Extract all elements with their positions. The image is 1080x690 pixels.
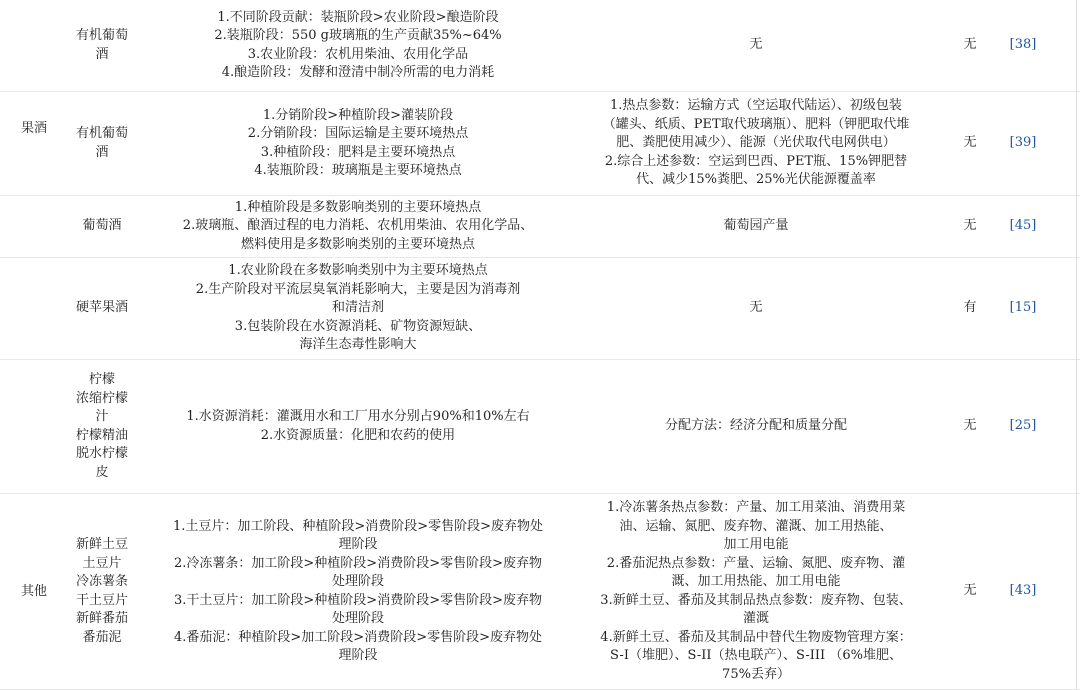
parameter-cell-text: 分配方法：经济分配和质量分配 (664, 418, 847, 434)
reference-cell[interactable] (1000, 196, 1046, 257)
hotspot-cell (146, 0, 570, 91)
category-cell (6, 494, 62, 690)
parameter-cell (574, 196, 938, 257)
flag-cell-text: 有 (963, 300, 977, 316)
reference-cell[interactable] (1000, 0, 1046, 91)
hotspot-cell (146, 92, 570, 195)
table-row (0, 360, 1080, 494)
flag-cell (944, 258, 996, 359)
flag-cell (944, 494, 996, 689)
hotspot-cell (146, 258, 570, 359)
flag-cell-text: 无 (963, 135, 977, 151)
product-cell-text: 有机葡萄 酒 (75, 126, 128, 160)
flag-cell (944, 360, 996, 493)
reference-link[interactable]: [25] (1009, 418, 1037, 434)
parameter-cell-text: 无 (749, 37, 763, 53)
flag-cell (944, 92, 996, 195)
category-cell (6, 0, 62, 258)
table-row (0, 258, 1080, 360)
parameter-cell (574, 0, 938, 91)
product-cell (62, 196, 142, 257)
product-cell-text: 柠檬 浓缩柠檬 汁 柠檬精油 脱水柠檬 皮 (75, 372, 128, 480)
reference-link[interactable]: [39] (1009, 135, 1037, 151)
flag-cell (944, 196, 996, 257)
flag-cell-text: 无 (963, 218, 977, 234)
parameter-cell-text: 葡萄园产量 (723, 218, 789, 234)
product-cell (62, 92, 142, 195)
parameter-cell (574, 360, 938, 493)
hotspot-cell-text: 1.农业阶段在多数影响类别中为主要环境热点 2.生产阶段对平流层臭氧消耗影响大，主要是因为消毒剂 和清洁剂 3.包装阶段在水资源消耗、矿物资源短缺、 海洋生态毒性影响大 (195, 263, 521, 353)
table-row (0, 0, 1080, 92)
flag-cell-text: 无 (963, 418, 977, 434)
product-cell (62, 258, 142, 359)
parameter-cell-text: 1.冷冻薯条热点参数：产量、加工用菜油、消费用菜 油、运输、氮肥、废弃物、灌溉、加工用热能、 加工用电能 2.番茄泥热点参数：产量、运输、氮肥、废弃物、灌 溉、加工用热能、加工用电能 3.新鲜土豆、番茄及其制品热点参数：废弃物、包装、 灌溉 4.新鲜土豆、番茄及其制品中替代生物废物管理方案： S-I（堆肥）、S-II（热电联产）、S-III （6%堆肥、 75%丢弃） (600, 500, 912, 682)
reference-cell[interactable] (1000, 360, 1046, 493)
hotspot-cell-text: 1.水资源消耗：灌溉用水和工厂用水分别占90%和10%左右 2.水资源质量：化肥和农药的使用 (186, 409, 530, 443)
product-cell (62, 0, 142, 91)
parameter-cell (574, 494, 938, 689)
product-cell-text: 硬苹果酒 (75, 300, 128, 316)
reference-cell[interactable] (1000, 92, 1046, 195)
hotspot-cell-text: 1.不同阶段贡献：装瓶阶段>农业阶段>酿造阶段 2.装瓶阶段：550 g玻璃瓶的生产贡献35%~64% 3.农业阶段：农机用柴油、农用化学品 4.酿造阶段：发酵和澄清中制冷所需的电力消耗 (214, 9, 502, 80)
parameter-cell (574, 258, 938, 359)
hotspot-cell (146, 196, 570, 257)
reference-link[interactable]: [43] (1009, 583, 1037, 599)
product-cell-text: 新鲜土豆 土豆片 冷冻薯条 干土豆片 新鲜番茄 番茄泥 (75, 537, 128, 645)
hotspot-cell-text: 1.分销阶段>种植阶段>灌装阶段 2.分销阶段：国际运输是主要环境热点 3.种植阶段：肥料是主要环境热点 4.装瓶阶段：玻璃瓶是主要环境热点 (247, 107, 469, 178)
flag-cell (944, 0, 996, 91)
product-cell (62, 360, 142, 493)
reference-link[interactable]: [45] (1009, 218, 1037, 234)
table-row (0, 92, 1080, 196)
parameter-cell-text: 1.热点参数：运输方式（空运取代陆运）、初级包装 （罐头、纸质、PET取代玻璃瓶）、肥料（钾肥取代堆 肥、粪肥使用减少）、能源（光伏取代电网供电） 2.综合上述参数：空运到巴西、PET瓶、15%钾肥替 代、减少15%粪肥、25%光伏能源覆盖率 (602, 98, 910, 188)
hotspot-cell (146, 494, 570, 689)
table-right-border (1076, 0, 1077, 690)
table-row (0, 196, 1080, 258)
flag-cell-text: 无 (963, 583, 977, 599)
reference-link[interactable]: [38] (1009, 37, 1037, 53)
product-cell (62, 494, 142, 689)
parameter-cell-text: 无 (749, 300, 763, 316)
product-cell-text: 有机葡萄 酒 (75, 28, 128, 62)
product-cell-text: 葡萄酒 (82, 218, 122, 234)
reference-cell[interactable] (1000, 494, 1046, 689)
flag-cell-text: 无 (963, 37, 977, 53)
reference-link[interactable]: [15] (1009, 300, 1037, 316)
category-label: 果酒 (20, 120, 47, 136)
hotspot-cell-text: 1.种植阶段是多数影响类别的主要环境热点 2.玻璃瓶、酿酒过程的电力消耗、农机用柴油、农用化学品、 燃料使用是多数影响类别的主要环境热点 (182, 199, 534, 252)
hotspot-cell-text: 1.土豆片：加工阶段、种植阶段>消费阶段>零售阶段>废弃物处 理阶段 2.冷冻薯条：加工阶段>种植阶段>消费阶段>零售阶段>废弃物 处理阶段 3.干土豆片：加工阶段>种植阶段>消费阶段>零售阶段>废弃物 处理阶段 4.番茄泥：种植阶段>加工阶段>消费阶段>零售阶段>废弃物处 理阶段 (172, 518, 544, 663)
table-row (0, 494, 1080, 690)
category-label: 其他 (20, 583, 47, 599)
reference-cell[interactable] (1000, 258, 1046, 359)
hotspot-cell (146, 360, 570, 493)
parameter-cell (574, 92, 938, 195)
